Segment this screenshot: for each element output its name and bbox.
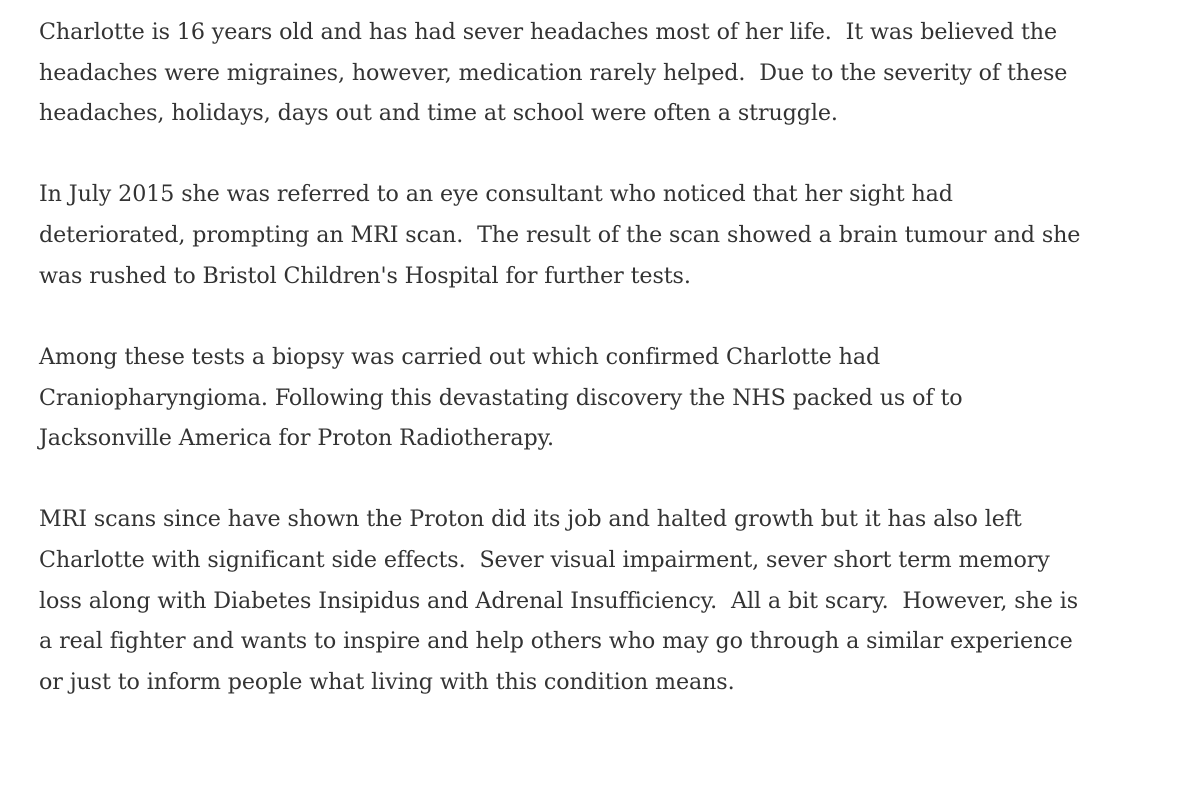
text-line: In July 2015 she was referred to an eye consultant who noticed that her sight had	[39, 181, 953, 208]
text-line: Craniopharyngioma. Following this devastating discovery the NHS packed us of to	[39, 384, 963, 411]
text-line: a real fighter and wants to inspire and help others who may go through a similar experience	[39, 628, 1073, 655]
text-line: headaches, holidays, days out and time at school were often a struggle.	[39, 100, 838, 127]
text-line: headaches were migraines, however, medication rarely helped. Due to the severity of these	[39, 59, 1068, 86]
paragraph-treatment	[39, 337, 1189, 459]
paragraph-side-effects	[39, 499, 1189, 703]
article-body	[39, 12, 1189, 743]
text-line: Jacksonville America for Proton Radiotherapy.	[39, 425, 554, 452]
paragraph-diagnosis	[39, 174, 1189, 296]
text-line: loss along with Diabetes Insipidus and Adrenal Insufficiency. All a bit scary. However, she is	[39, 587, 1079, 614]
text-line: Among these tests a biopsy was carried out which confirmed Charlotte had	[39, 343, 881, 370]
text-line: Charlotte is 16 years old and has had sever headaches most of her life. It was believed the	[39, 19, 1058, 45]
text-line: or just to inform people what living with this condition means.	[39, 669, 735, 696]
text-line: MRI scans since have shown the Proton did its job and halted growth but it has also left	[39, 506, 1022, 533]
text-line: Charlotte with significant side effects. Sever visual impairment, sever short term memory	[39, 546, 1050, 573]
text-line: deteriorated, prompting an MRI scan. The result of the scan showed a brain tumour and she	[39, 222, 1081, 249]
text-line: was rushed to Bristol Children's Hospital for further tests.	[39, 262, 691, 289]
paragraph-headaches	[39, 12, 1189, 134]
